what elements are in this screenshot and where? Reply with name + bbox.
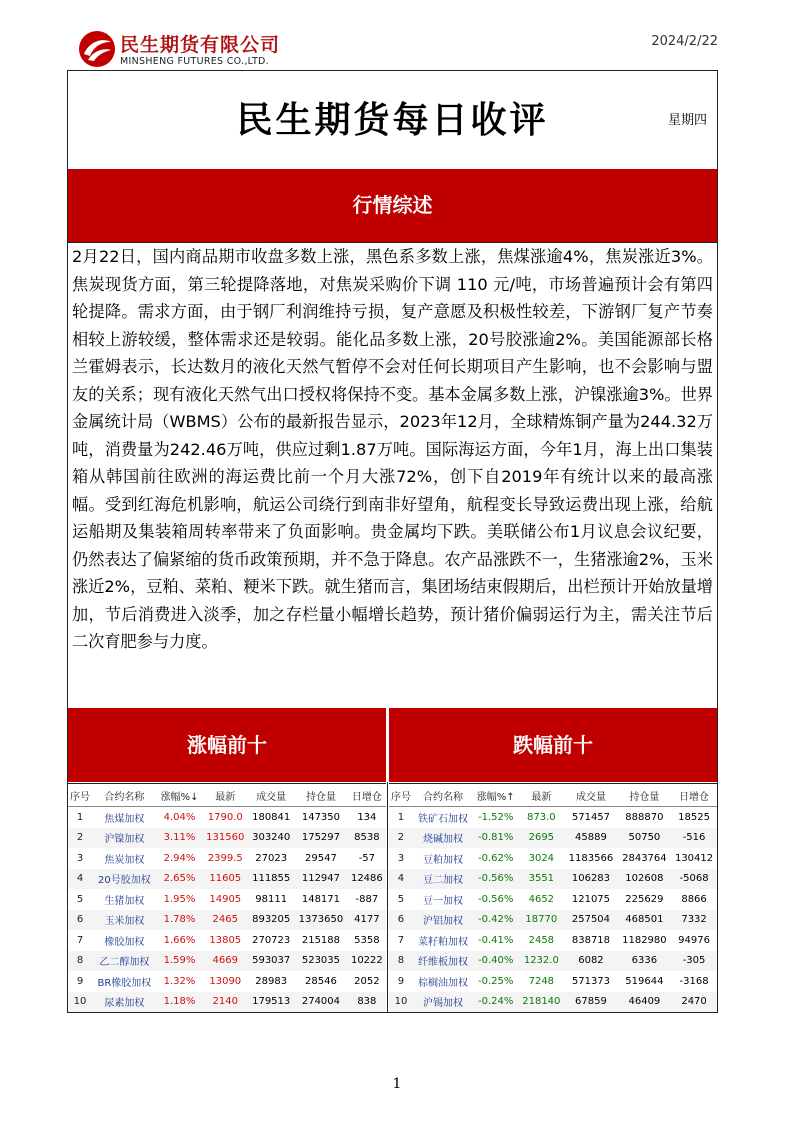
cell-change: 1.18% (157, 992, 203, 1013)
cell-volume: 27023 (255, 852, 288, 864)
cell-change: 1.95% (163, 893, 196, 905)
col-header-volume[interactable]: 成交量 (564, 784, 617, 807)
cell-last: 14905 (209, 893, 242, 905)
cell-open-interest: 148171 (301, 893, 341, 905)
table-row[interactable] (389, 910, 717, 931)
cell-oi-change: 838 (348, 992, 386, 1013)
cell-contract: 沪锡加权 (413, 992, 473, 1013)
cell-oi-change: 130412 (674, 852, 714, 864)
cell-last: 13090 (209, 975, 242, 987)
table-row[interactable] (389, 992, 717, 1013)
cell-volume: 179513 (248, 992, 294, 1013)
table-row[interactable] (68, 930, 386, 951)
top-gainers-heading: 涨幅前十 (68, 708, 386, 782)
table-row[interactable] (68, 848, 386, 869)
cell-last: 131560 (202, 828, 248, 849)
col-header-open-interest[interactable]: 持仓量 (294, 784, 348, 807)
table-row[interactable] (68, 828, 386, 849)
cell-open-interest: 215188 (301, 934, 341, 946)
cell-contract: 生猪加权 (104, 895, 145, 907)
minsheng-logo-icon (78, 30, 116, 68)
cell-last: 2399.5 (207, 852, 243, 864)
cell-contract: 沪铝加权 (413, 910, 473, 931)
table-row[interactable] (389, 848, 717, 869)
cell-change: 3.11% (157, 828, 203, 849)
cell-last: 2458 (528, 934, 555, 946)
table-row[interactable] (68, 951, 386, 972)
cell-oi-change: 18525 (678, 811, 710, 823)
cell-index: 6 (389, 910, 413, 931)
cell-volume: 6082 (564, 951, 617, 972)
col-header-index[interactable]: 序号 (389, 784, 413, 807)
cell-open-interest: 50750 (618, 828, 671, 849)
table-row[interactable] (389, 930, 717, 951)
company-name-en: MINSHENG FUTURES CO.,LTD. (120, 56, 269, 67)
table-row[interactable] (389, 828, 717, 849)
cell-last: 13805 (209, 934, 242, 946)
cell-volume: 45889 (564, 828, 617, 849)
cell-oi-change: 12486 (348, 869, 386, 890)
company-name-cn: 民生期货有限公司 (120, 34, 281, 56)
cell-index: 3 (76, 852, 84, 864)
col-header-volume[interactable]: 成交量 (248, 784, 294, 807)
cell-contract: 橡胶加权 (104, 936, 145, 948)
top-gainers-table (68, 783, 386, 1012)
cell-oi-change: -57 (358, 852, 376, 864)
cell-index: 2 (389, 828, 413, 849)
cell-oi-change: 5358 (354, 934, 380, 946)
weekday-label: 星期四 (667, 113, 707, 128)
cell-volume: 571457 (571, 811, 611, 823)
cell-index: 5 (76, 893, 84, 905)
cell-open-interest: 112947 (294, 869, 348, 890)
cell-contract: 乙二醇加权 (92, 951, 157, 972)
cell-open-interest: 519644 (625, 975, 664, 987)
cell-index: 8 (389, 951, 413, 972)
cell-volume: 1183566 (568, 852, 614, 864)
market-summary-text: 2月22日，国内商品期市收盘多数上涨，黑色系多数上涨，焦煤涨逾4%，焦炭涨近3%。焦炭现货方面，第三轮提降落地，对焦炭采购价下调 110 元/吨，市场普遍预计会有第四轮提降。需求方面，由于钢厂利润维持亏损，复产意愿及积极性较差，下游钢厂复产节奏相较上游较缓，整体需求还是较弱。能化品多数上涨，20号胶涨逾2%。美国能源部长格兰霍姆表示，长达数月的液化天然气暂停不会对任何长期项目产生影响，也不会影响与盟友的关系；现有液化天然气出口授权将保持不变。基本金属多数上涨，沪镍涨逾3%。世界金属统计局（WBMS）公布的最新报告显示，2023年12月，全球精炼铜产量为244.32万吨，消费量为242.46万吨，供应过剩1.87万吨。国际海运方面，今年1月，海上出口集装箱从韩国前往欧洲的海运费比前一个月大涨72%，创下自2019年有统计以来的最高涨幅。受到红海危机影响，航运公司绕行到南非好望角，航程变长导致运费出现上涨，给航运船期及集装箱周转率带来了负面影响。贵金属均下跌。美联储公布1月议息会议纪要，仍然表达了偏紧缩的货币政策预期，并不急于降息。农产品涨跌不一，生猪涨逾2%，玉米涨近2%，豆粕、菜粕、粳米下跌。就生猪而言，集团场结束假期后，出栏预计开始放量增加，节后消费进入淡季，加之存栏量小幅增长趋势，预计猪价偏弱运行为主，需关注节后二次育肥参与力度。 (72, 247, 713, 651)
table-row[interactable] (389, 807, 717, 828)
cell-oi-change: 4177 (348, 910, 386, 931)
cell-last: 4652 (528, 893, 555, 905)
cell-last: 11605 (202, 869, 248, 890)
page-title: 民生期货每日收评 (236, 99, 549, 141)
cell-contract: 焦炭加权 (104, 854, 145, 866)
cell-oi-change: -5068 (671, 869, 717, 890)
cell-open-interest: 274004 (294, 992, 348, 1013)
cell-index: 6 (68, 910, 92, 931)
cell-open-interest: 2843764 (622, 852, 667, 864)
cell-index: 9 (76, 975, 84, 987)
table-header-row (68, 784, 386, 807)
cell-oi-change: 10222 (348, 951, 386, 972)
table-header-row (389, 784, 717, 807)
table-row[interactable] (389, 889, 717, 910)
cell-contract: 沪镍加权 (92, 828, 157, 849)
table-row[interactable] (389, 971, 717, 992)
cell-change: -0.42% (473, 910, 518, 931)
cell-oi-change: -3168 (679, 975, 709, 987)
table-row[interactable] (389, 869, 717, 890)
cell-oi-change: 94976 (678, 934, 710, 946)
table-row[interactable] (68, 889, 386, 910)
cell-change: 2.94% (163, 852, 196, 864)
cell-index: 1 (76, 811, 84, 823)
cell-change: 1.78% (157, 910, 203, 931)
cell-index: 4 (68, 869, 92, 890)
cell-volume: 121075 (571, 893, 611, 905)
col-header-contract[interactable]: 合约名称 (413, 784, 473, 807)
col-header-contract[interactable]: 合约名称 (92, 784, 157, 807)
cell-index: 1 (397, 811, 405, 823)
cell-change: -0.62% (478, 852, 514, 864)
cell-change: 1.59% (157, 951, 203, 972)
cell-volume: 67859 (564, 992, 617, 1013)
cell-open-interest: 225629 (625, 893, 664, 905)
table-row[interactable] (68, 910, 386, 931)
cell-index: 8 (68, 951, 92, 972)
cell-oi-change: 2470 (671, 992, 717, 1013)
cell-contract: 棕榈油加权 (417, 977, 468, 989)
col-header-change[interactable]: 涨幅%↓ (157, 784, 203, 807)
report-frame (67, 70, 718, 1013)
cell-open-interest: 523035 (294, 951, 348, 972)
cell-change: -0.24% (473, 992, 518, 1013)
cell-volume: 111855 (248, 869, 294, 890)
cell-oi-change: 8538 (348, 828, 386, 849)
cell-index: 2 (68, 828, 92, 849)
table-divider (387, 782, 388, 1012)
cell-index: 7 (397, 934, 405, 946)
col-header-oi-change[interactable]: 日增仓 (348, 784, 386, 807)
cell-contract: 铁矿石加权 (417, 813, 468, 825)
cell-oi-change: 8866 (681, 893, 707, 905)
cell-last: 1232.0 (518, 951, 564, 972)
top-losers-table (389, 783, 717, 1012)
cell-change: -0.56% (473, 869, 518, 890)
cell-open-interest: 46409 (618, 992, 671, 1013)
col-header-last[interactable]: 最新 (202, 784, 248, 807)
cell-volume: 270723 (252, 934, 291, 946)
cell-volume: 98111 (255, 893, 288, 905)
cell-open-interest: 1373650 (294, 910, 348, 931)
cell-oi-change: -305 (671, 951, 717, 972)
cell-last: 2465 (202, 910, 248, 931)
table-row[interactable] (389, 951, 717, 972)
cell-change: -0.25% (478, 975, 514, 987)
cell-contract: 20号胶加权 (92, 869, 157, 890)
cell-change: -0.81% (473, 828, 518, 849)
table-row[interactable] (68, 992, 386, 1013)
cell-contract: 尿素加权 (92, 992, 157, 1013)
cell-volume: 838718 (571, 934, 611, 946)
cell-volume: 593037 (248, 951, 294, 972)
cell-change: 1.66% (163, 934, 196, 946)
cell-last: 1790.0 (207, 811, 243, 823)
title-row (68, 71, 717, 170)
cell-contract: 玉米加权 (92, 910, 157, 931)
cell-index: 5 (397, 893, 405, 905)
cell-volume: 303240 (248, 828, 294, 849)
cell-index: 3 (397, 852, 405, 864)
col-header-change[interactable]: 涨幅%↑ (473, 784, 518, 807)
company-logo (78, 28, 318, 70)
cell-oi-change: 7332 (671, 910, 717, 931)
cell-open-interest: 29547 (305, 852, 337, 864)
table-row[interactable] (68, 807, 386, 828)
col-header-open-interest[interactable]: 持仓量 (618, 784, 671, 807)
cell-last: 873.0 (527, 811, 556, 823)
cell-oi-change: 134 (357, 811, 377, 823)
cell-index: 10 (389, 992, 413, 1013)
report-date: 2024/2/22 (651, 34, 718, 49)
cell-volume: 180841 (252, 811, 291, 823)
cell-oi-change: 2052 (354, 975, 380, 987)
cell-change: 2.65% (157, 869, 203, 890)
cell-contract: 豆二加权 (413, 869, 473, 890)
cell-open-interest: 1182980 (622, 934, 667, 946)
cell-open-interest: 6336 (618, 951, 671, 972)
cell-open-interest: 888870 (625, 811, 664, 823)
cell-volume: 893205 (248, 910, 294, 931)
cell-contract: 焦煤加权 (104, 813, 145, 825)
overview-heading: 行情综述 (68, 169, 717, 243)
top-losers-heading: 跌幅前十 (389, 708, 717, 782)
cell-open-interest: 28546 (305, 975, 337, 987)
cell-change: 1.32% (163, 975, 196, 987)
cell-index: 7 (76, 934, 84, 946)
cell-volume: 106283 (564, 869, 617, 890)
cell-change: -0.40% (473, 951, 518, 972)
cell-change: 4.04% (163, 811, 196, 823)
cell-contract: BR橡胶加权 (97, 977, 152, 989)
table-row[interactable] (68, 869, 386, 890)
cell-volume: 257504 (564, 910, 617, 931)
cell-last: 7248 (528, 975, 555, 987)
cell-change: -0.41% (478, 934, 514, 946)
col-header-oi-change[interactable]: 日增仓 (671, 784, 717, 807)
cell-index: 10 (68, 992, 92, 1013)
cell-open-interest: 175297 (294, 828, 348, 849)
cell-contract: 豆粕加权 (422, 854, 463, 866)
col-header-last[interactable]: 最新 (518, 784, 564, 807)
cell-contract: 纤维板加权 (413, 951, 473, 972)
cell-last: 3024 (528, 852, 555, 864)
cell-last: 218140 (518, 992, 564, 1013)
cell-last: 4669 (202, 951, 248, 972)
table-row[interactable] (68, 971, 386, 992)
cell-volume: 28983 (255, 975, 288, 987)
col-header-index[interactable]: 序号 (68, 784, 92, 807)
cell-last: 2140 (202, 992, 248, 1013)
cell-change: -1.52% (478, 811, 514, 823)
page-number: 1 (392, 1076, 402, 1092)
cell-open-interest: 102608 (618, 869, 671, 890)
cell-change: -0.56% (478, 893, 514, 905)
cell-contract: 烧碱加权 (413, 828, 473, 849)
cell-oi-change: -516 (671, 828, 717, 849)
cell-contract: 菜籽粕加权 (417, 936, 468, 948)
cell-last: 2695 (518, 828, 564, 849)
cell-last: 18770 (518, 910, 564, 931)
cell-open-interest: 147350 (301, 811, 341, 823)
cell-index: 9 (397, 975, 405, 987)
cell-index: 4 (389, 869, 413, 890)
cell-oi-change: -887 (355, 893, 379, 905)
cell-contract: 豆一加权 (422, 895, 463, 907)
cell-volume: 571373 (571, 975, 611, 987)
cell-last: 3551 (518, 869, 564, 890)
cell-open-interest: 468501 (618, 910, 671, 931)
